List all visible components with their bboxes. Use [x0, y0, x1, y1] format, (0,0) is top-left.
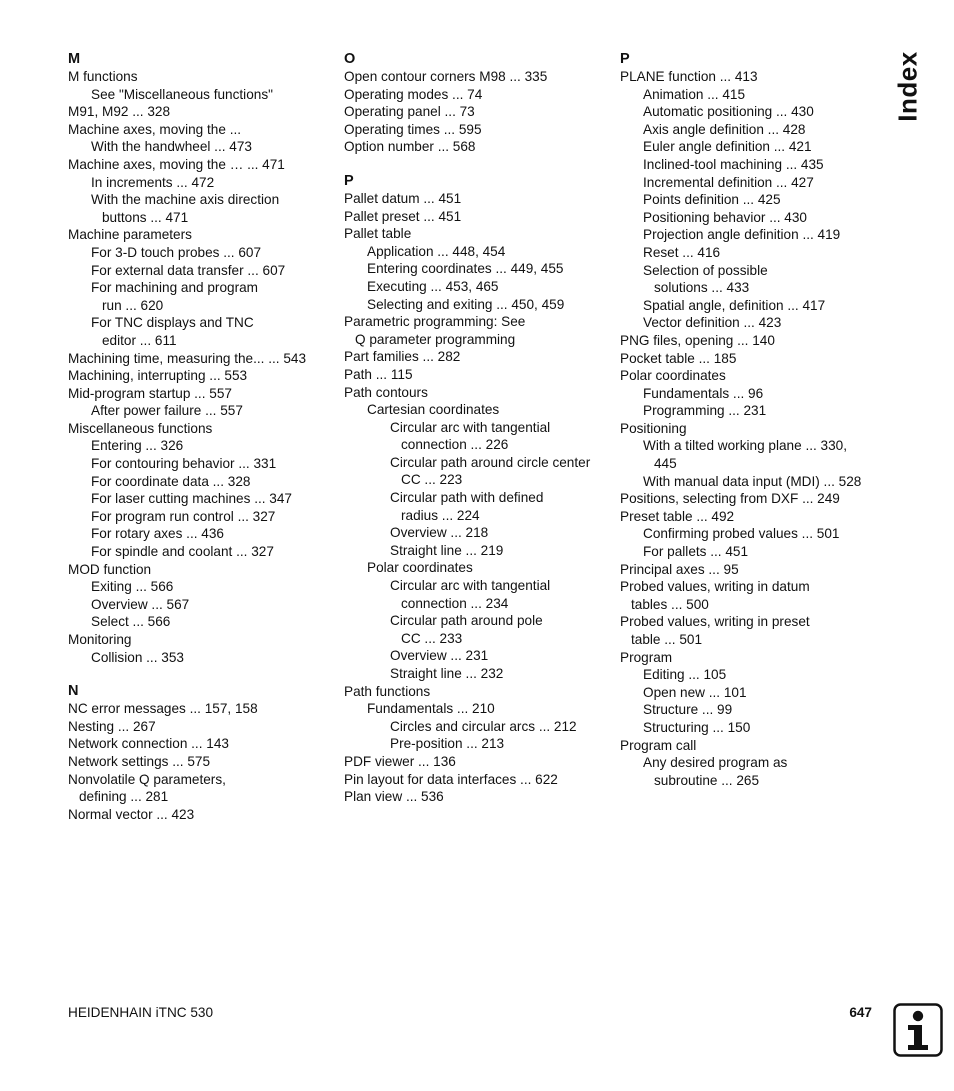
- index-entry: [344, 208, 614, 226]
- index-entry: [68, 350, 338, 368]
- index-entry: [620, 367, 890, 385]
- index-entry-text: Automatic positioning ... 430: [643, 104, 814, 120]
- index-entry-text: Machine parameters: [68, 227, 192, 243]
- index-entry-text: M functions: [68, 69, 138, 84]
- index-entry: [620, 613, 890, 648]
- index-entry: [344, 103, 614, 121]
- index-entry-text: Principal axes ... 95: [620, 561, 739, 577]
- index-entry-continuation: 445: [654, 456, 677, 472]
- index-entry-text: Exiting ... 566: [91, 579, 174, 595]
- index-entry: [68, 103, 338, 121]
- index-entry-text: Part families ... 282: [344, 349, 461, 365]
- index-entry-text: Operating modes ... 74: [344, 86, 483, 102]
- index-entry: [620, 737, 890, 755]
- index-entry: [620, 156, 890, 174]
- section-letter: O: [344, 51, 356, 67]
- index-entry-continuation: subroutine ... 265: [654, 772, 760, 788]
- footer-product-name: HEIDENHAIN iTNC 530: [68, 1005, 214, 1020]
- index-entry-text: Normal vector ... 423: [68, 806, 195, 822]
- index-entry-text: Cartesian coordinates: [367, 402, 500, 418]
- index-entry: [344, 68, 614, 86]
- index-entry-continuation: editor ... 611: [102, 332, 177, 348]
- index-entry: [344, 348, 614, 366]
- index-entry: [68, 578, 338, 596]
- index-entry: [344, 384, 614, 402]
- index-section: [68, 682, 338, 823]
- index-entry: [344, 683, 614, 701]
- index-entry-text: Path contours: [344, 384, 428, 400]
- index-section: [344, 172, 614, 806]
- index-entry: [620, 385, 890, 403]
- index-entry-text: With a tilted working plane ... 330,: [643, 438, 848, 454]
- index-entry-text: Network connection ... 143: [68, 736, 229, 752]
- index-entry-text: Polar coordinates: [367, 560, 473, 576]
- index-entry-text: Circular arc with tangential: [390, 578, 551, 594]
- index-entry-text: Circular path around circle center: [390, 454, 591, 470]
- index-entry-continuation: tables ... 500: [631, 596, 709, 612]
- index-entry-text: Program: [620, 649, 673, 665]
- index-entry-text: Points definition ... 425: [643, 192, 781, 208]
- index-entry-text: Miscellaneous functions: [68, 420, 213, 436]
- index-entry-continuation: Q parameter programming: [355, 331, 516, 347]
- index-entry: [68, 649, 338, 667]
- index-entry-text: Entering ... 326: [91, 438, 184, 454]
- index-entry-text: Selecting and exiting ... 450, 459: [367, 296, 565, 312]
- index-entry-text: M91, M92 ... 328: [68, 104, 171, 120]
- index-entry-text: Entering coordinates ... 449, 455: [367, 261, 564, 277]
- index-entry-continuation: table ... 501: [631, 632, 703, 647]
- index-entry-continuation: run ... 620: [102, 297, 164, 313]
- index-entry-text: See "Miscellaneous functions": [91, 86, 273, 102]
- index-entry-text: Overview ... 218: [390, 525, 489, 541]
- index-entry-text: Parametric programming: See: [344, 314, 526, 330]
- index-entry: [344, 86, 614, 104]
- index-entry: [620, 262, 890, 297]
- index-entry-text: Network settings ... 575: [68, 753, 211, 769]
- index-entry-text: Positioning behavior ... 430: [643, 209, 807, 225]
- index-entry: [620, 578, 890, 613]
- index-entry-text: Path functions: [344, 683, 431, 699]
- index-entry-text: Program call: [620, 737, 697, 753]
- index-entry-text: Operating panel ... 73: [344, 104, 475, 120]
- index-entry: [344, 524, 614, 542]
- index-entry: [620, 508, 890, 526]
- page-number: 647: [849, 1005, 872, 1020]
- index-entry: [620, 543, 890, 561]
- index-entry: [68, 262, 338, 280]
- index-entry: [68, 121, 338, 139]
- index-entry-text: With the handwheel ... 473: [91, 139, 252, 155]
- index-entry-text: For coordinate data ... 328: [91, 473, 251, 489]
- index-entry: [344, 401, 614, 419]
- index-entry: [68, 385, 338, 403]
- index-entry-text: PDF viewer ... 136: [344, 753, 456, 769]
- index-entry-text: PNG files, opening ... 140: [620, 332, 775, 348]
- index-entry-text: Spatial angle, definition ... 417: [643, 297, 826, 313]
- index-entry-text: Any desired program as: [643, 755, 788, 771]
- index-entry: [620, 719, 890, 737]
- index-entry-continuation: radius ... 224: [401, 507, 480, 523]
- index-entry-text: Option number ... 568: [344, 139, 476, 155]
- index-entry: [344, 313, 614, 348]
- index-entry: [344, 489, 614, 524]
- index-entry: [344, 577, 614, 612]
- index-column-2: [344, 50, 614, 822]
- index-entry-text: Plan view ... 536: [344, 789, 444, 805]
- index-entry: [344, 225, 614, 243]
- index-entry: [344, 454, 614, 489]
- index-entry: [620, 209, 890, 227]
- index-entry-text: Positions, selecting from DXF ... 249: [620, 491, 840, 507]
- index-entry-continuation: buttons ... 471: [102, 209, 189, 225]
- index-entry: [68, 191, 338, 226]
- index-entry: [68, 700, 338, 718]
- index-entry: [620, 561, 890, 579]
- index-entry-text: Probed values, writing in datum: [620, 579, 810, 595]
- index-entry: [68, 508, 338, 526]
- index-entry-text: After power failure ... 557: [91, 403, 243, 419]
- index-entry: [620, 525, 890, 543]
- index-column-1: [68, 50, 338, 839]
- index-entry: [620, 473, 890, 491]
- index-entry-text: Straight line ... 219: [390, 542, 504, 558]
- index-entry-text: For TNC displays and TNC: [91, 315, 254, 331]
- index-entry: [344, 559, 614, 577]
- index-entry: [620, 297, 890, 315]
- index-entry: [68, 367, 338, 385]
- index-entry-text: For spindle and coolant ... 327: [91, 544, 274, 560]
- index-entry-text: Application ... 448, 454: [367, 243, 506, 259]
- index-entry-text: Pallet table: [344, 226, 412, 242]
- index-entry-text: Fundamentals ... 96: [643, 385, 764, 401]
- index-entry-text: With manual data input (MDI) ... 528: [643, 473, 862, 489]
- index-entry: [620, 121, 890, 139]
- index-entry: [68, 244, 338, 262]
- index-entry-text: For external data transfer ... 607: [91, 262, 286, 278]
- index-entry-text: PLANE function ... 413: [620, 69, 758, 84]
- index-column-3: [620, 50, 890, 805]
- index-entry: [344, 278, 614, 296]
- index-entry: [344, 647, 614, 665]
- index-section: [68, 50, 338, 666]
- index-entry: [620, 402, 890, 420]
- index-entry: [68, 420, 338, 438]
- index-entry: [620, 701, 890, 719]
- section-letter: P: [344, 172, 354, 189]
- index-entry: [68, 455, 338, 473]
- index-entry: [344, 190, 614, 208]
- index-entry-continuation: connection ... 226: [401, 437, 509, 453]
- index-entry: [68, 156, 338, 174]
- index-entry-text: Reset ... 416: [643, 244, 721, 260]
- index-entry-text: For machining and program: [91, 280, 258, 296]
- index-entry: [620, 684, 890, 702]
- index-entry-text: Pin layout for data interfaces ... 622: [344, 771, 558, 787]
- index-entry: [620, 490, 890, 508]
- index-entry: [344, 735, 614, 753]
- index-entry-text: Open contour corners M98 ... 335: [344, 69, 548, 84]
- index-entry: [344, 121, 614, 139]
- index-entry-text: Select ... 566: [91, 614, 171, 630]
- index-entry: [68, 561, 338, 579]
- index-entry: [68, 68, 338, 86]
- index-entry: [68, 314, 338, 349]
- index-entry-text: Nonvolatile Q parameters,: [68, 771, 226, 787]
- index-entry-text: Pre-position ... 213: [390, 736, 505, 752]
- index-entry: [344, 419, 614, 454]
- index-entry: [68, 86, 338, 104]
- index-entry-text: Projection angle definition ... 419: [643, 227, 841, 243]
- index-entry-text: Structuring ... 150: [643, 719, 751, 735]
- index-entry-text: For pallets ... 451: [643, 544, 749, 560]
- index-entry: [344, 700, 614, 718]
- index-entry-text: Positioning: [620, 420, 687, 436]
- index-entry: [344, 296, 614, 314]
- index-entry-text: Circular path with defined: [390, 490, 544, 506]
- index-entry: [620, 649, 890, 667]
- index-entry: [68, 226, 338, 244]
- index-entry-text: Incremental definition ... 427: [643, 174, 814, 190]
- index-entry-text: Probed values, writing in preset: [620, 614, 810, 630]
- index-entry: [620, 68, 890, 86]
- index-entry: [68, 525, 338, 543]
- section-letter: N: [68, 683, 79, 700]
- index-entry: [620, 226, 890, 244]
- index-entry: [68, 437, 338, 455]
- index-entry-text: Vector definition ... 423: [643, 315, 782, 331]
- index-entry-text: Pallet preset ... 451: [344, 208, 462, 224]
- index-entry-text: NC error messages ... 157, 158: [68, 701, 258, 717]
- index-entry-text: Programming ... 231: [643, 403, 767, 419]
- index-entry-text: Confirming probed values ... 501: [643, 526, 840, 542]
- index-entry: [68, 279, 338, 314]
- index-entry-text: Pallet datum ... 451: [344, 190, 462, 206]
- index-entry-text: Mid-program startup ... 557: [68, 385, 232, 401]
- index-entry: [68, 753, 338, 771]
- index-entry-text: Nesting ... 267: [68, 718, 156, 734]
- index-entry-continuation: CC ... 223: [401, 472, 463, 488]
- section-letter: P: [620, 51, 630, 67]
- index-entry-text: Fundamentals ... 210: [367, 701, 495, 717]
- index-entry-text: Circular arc with tangential: [390, 419, 551, 435]
- index-entry-continuation: CC ... 233: [401, 630, 463, 646]
- index-entry-text: Collision ... 353: [91, 649, 184, 665]
- index-entry-text: Monitoring: [68, 632, 132, 647]
- index-entry: [344, 542, 614, 560]
- index-entry-text: Overview ... 567: [91, 596, 190, 612]
- index-entry-text: Preset table ... 492: [620, 508, 735, 524]
- index-entry: [620, 174, 890, 192]
- index-section: [344, 50, 614, 156]
- index-entry: [68, 402, 338, 420]
- index-entry: [620, 666, 890, 684]
- index-entry: [68, 174, 338, 192]
- index-entry-text: Executing ... 453, 465: [367, 278, 499, 294]
- index-entry-text: Inclined-tool machining ... 435: [643, 156, 824, 172]
- side-title: [888, 44, 928, 128]
- index-entry-text: Overview ... 231: [390, 648, 489, 664]
- index-entry-text: Axis angle definition ... 428: [643, 121, 806, 137]
- index-entry: [620, 350, 890, 368]
- index-entry-continuation: defining ... 281: [79, 789, 169, 805]
- index-entry-text: For 3-D touch probes ... 607: [91, 244, 262, 260]
- index-entry-text: For program run control ... 327: [91, 508, 276, 524]
- index-entry-text: Machine axes, moving the … ... 471: [68, 156, 285, 172]
- index-entry-text: Machine axes, moving the ...: [68, 121, 242, 137]
- index-entry: [344, 753, 614, 771]
- side-title-text: Index: [892, 50, 923, 122]
- index-entry-text: For laser cutting machines ... 347: [91, 491, 292, 507]
- index-entry: [620, 754, 890, 789]
- index-entry-text: Machining time, measuring the... ... 543: [68, 350, 307, 366]
- index-entry: [68, 735, 338, 753]
- index-entry-text: In increments ... 472: [91, 174, 215, 190]
- index-entry: [68, 596, 338, 614]
- index-entry: [344, 665, 614, 683]
- index-entry: [620, 244, 890, 262]
- index-entry-text: Straight line ... 232: [390, 666, 504, 681]
- index-entry-text: Animation ... 415: [643, 86, 746, 102]
- index-entry-text: MOD function: [68, 561, 152, 577]
- index-entry: [68, 771, 338, 806]
- info-icon: [893, 1003, 943, 1057]
- index-entry-text: Path ... 115: [344, 366, 413, 382]
- index-entry-text: With the machine axis direction: [91, 192, 280, 208]
- index-entry-text: Pocket table ... 185: [620, 350, 737, 366]
- index-entry: [344, 260, 614, 278]
- index-entry: [620, 314, 890, 332]
- index-entry: [344, 771, 614, 789]
- index-entry: [620, 420, 890, 438]
- index-entry: [620, 103, 890, 121]
- index-entry: [344, 718, 614, 736]
- index-entry: [68, 543, 338, 561]
- index-entry-text: Open new ... 101: [643, 684, 747, 700]
- index-entry-text: Editing ... 105: [643, 667, 727, 683]
- index-entry-text: Circular path around pole: [390, 613, 543, 629]
- index-entry: [620, 332, 890, 350]
- index-entry: [68, 490, 338, 508]
- index-entry: [344, 366, 614, 384]
- index-entry: [344, 612, 614, 647]
- index-entry: [620, 437, 890, 472]
- index-entry: [344, 788, 614, 806]
- index-entry: [68, 806, 338, 824]
- index-entry: [620, 191, 890, 209]
- index-entry: [68, 613, 338, 631]
- index-entry: [68, 473, 338, 491]
- index-entry-text: Selection of possible: [643, 262, 768, 278]
- index-entry-text: Machining, interrupting ... 553: [68, 368, 248, 384]
- index-entry-text: For contouring behavior ... 331: [91, 456, 277, 472]
- index-entry-text: Polar coordinates: [620, 368, 726, 384]
- index-entry: [68, 631, 338, 649]
- index-entry-text: Operating times ... 595: [344, 121, 482, 137]
- index-entry: [620, 138, 890, 156]
- index-entry-text: Structure ... 99: [643, 702, 733, 718]
- section-letter: M: [68, 51, 81, 67]
- index-entry-text: Euler angle definition ... 421: [643, 139, 812, 155]
- index-entry-text: Circles and circular arcs ... 212: [390, 718, 577, 734]
- index-entry: [68, 138, 338, 156]
- index-entry: [68, 718, 338, 736]
- index-entry-continuation: connection ... 234: [401, 595, 509, 611]
- index-entry: [344, 138, 614, 156]
- index-entry: [344, 243, 614, 261]
- index-entry: [620, 86, 890, 104]
- index-section: [620, 50, 890, 789]
- index-entry-continuation: solutions ... 433: [654, 280, 750, 296]
- index-entry-text: For rotary axes ... 436: [91, 526, 224, 542]
